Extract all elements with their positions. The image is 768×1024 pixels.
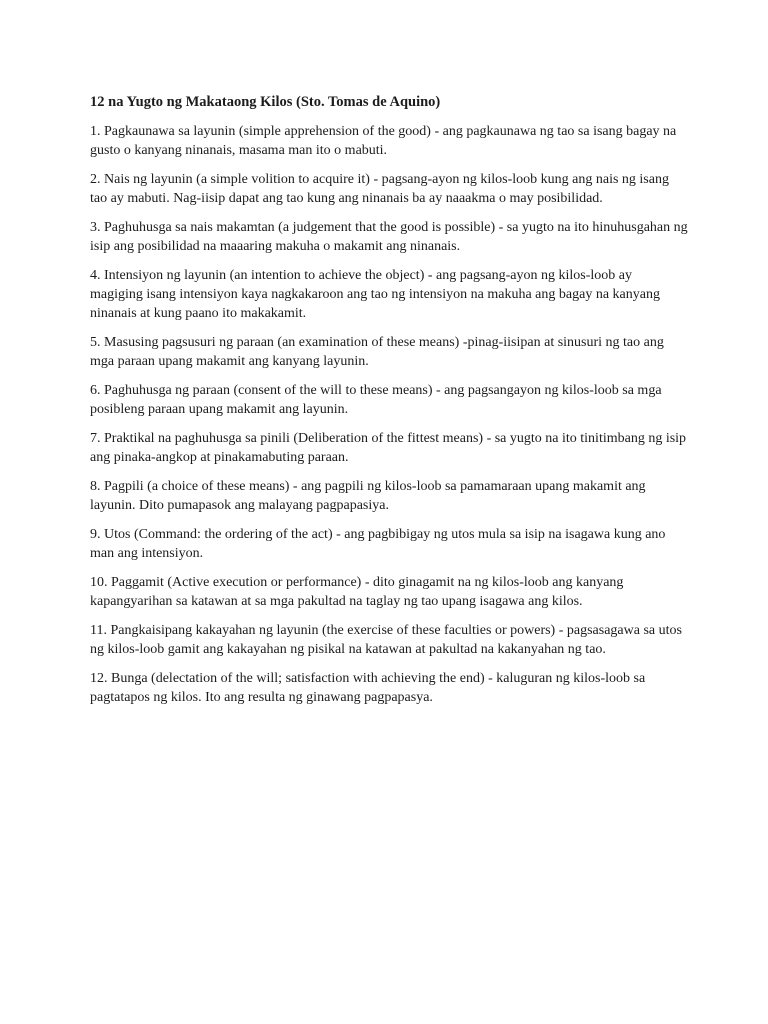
stage-item-6: 6. Paghuhusga ng paraan (consent of the will to these means) - ang pagsangayon ng kilos-loob sa mga posibleng paraan upang makamit ang layunin. (90, 383, 662, 417)
stage-item-4: 4. Intensiyon ng layunin (an intention to achieve the object) - ang pagsang-ayon ng kilos-loob ay magiging isang intensiyon kaya nagkakaroon ang tao ng intensiyon na makuha ang bagay na kanyang ninanais at kung paano ito makakamit. (90, 268, 660, 321)
stage-item-5: 5. Masusing pagsusuri ng paraan (an examination of these means) -pinag-iisipan at sinusuri ng tao ang mga paraan upang makamit ang kanyang layunin. (90, 335, 664, 369)
stage-item-2: 2. Nais ng layunin (a simple volition to acquire it) - pagsang-ayon ng kilos-loob kung ang nais ng isang tao ay mabuti. Nag-iisip dapat ang tao kung ang ninanais ba ay naaakma o may posibilidad. (90, 172, 669, 206)
stage-item-11: 11. Pangkaisipang kakayahan ng layunin (the exercise of these faculties or powers) - pagsasagawa sa utos ng kilos-loob gamit ang kakayahan ng pisikal na katawan at pakultad na kakanyahan ng tao. (90, 623, 682, 657)
stage-item-7: 7. Praktikal na paghuhusga sa pinili (Deliberation of the fittest means) - sa yugto na ito tinitimbang ng isip ang pinaka-angkop at pinakamabuting paraan. (90, 431, 687, 465)
document-title: 12 na Yugto ng Makataong Kilos (Sto. Tomas de Aquino) (90, 94, 441, 110)
stage-item-8: 8. Pagpili (a choice of these means) - ang pagpili ng kilos-loob sa pamamaraan upang makamit ang layunin. Dito pumapasok ang malayang pagpapasiya. (90, 479, 646, 513)
stage-item-12: 12. Bunga (delectation of the will; satisfaction with achieving the end) - kaluguran ng kilos-loob sa pagtatapos ng kilos. Ito ang resulta ng ginawang pagpapasya. (90, 671, 646, 705)
stage-item-10: 10. Paggamit (Active execution or performance) - dito ginagamit na ng kilos-loob ang kanyang kapangyarihan sa katawan at sa mga pakultad na taglay ng tao upang isagawa ang kilos. (90, 575, 624, 609)
stage-item-9: 9. Utos (Command: the ordering of the act) - ang pagbibigay ng utos mula sa isip na isagawa kung ano man ang intensiyon. (90, 527, 666, 561)
stage-item-1: 1. Pagkaunawa sa layunin (simple apprehension of the good) - ang pagkaunawa ng tao sa isang bagay na gusto o kanyang ninanais, masama man ito o mabuti. (90, 124, 677, 158)
stage-item-3: 3. Paghuhusga sa nais makamtan (a judgement that the good is possible) - sa yugto na ito hinuhusgahan ng isip ang posibilidad na maaaring makuha o makamit ang ninanais. (90, 220, 688, 254)
stages-list (90, 122, 688, 707)
